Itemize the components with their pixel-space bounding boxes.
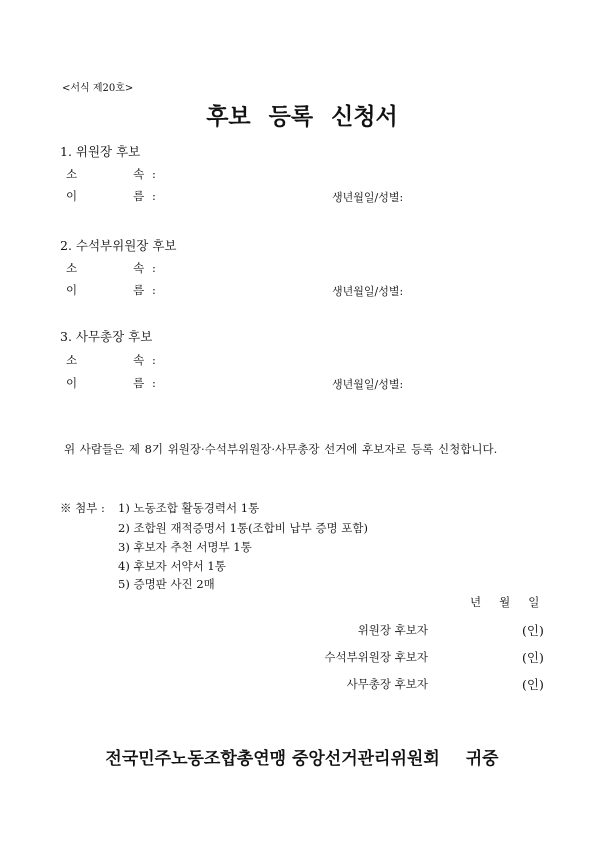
colon: : bbox=[152, 189, 156, 203]
affiliation-label: 소 속 bbox=[66, 261, 145, 275]
recipient-line bbox=[0, 744, 604, 769]
attachment-item: 1) 노동조합 활동경력서 1통 bbox=[118, 501, 260, 515]
attachment-item: 5) 증명판 사진 2매 bbox=[118, 577, 215, 591]
section-1-affiliation-row bbox=[66, 166, 156, 182]
affiliation-label: 소 속 bbox=[66, 353, 145, 367]
colon: : bbox=[152, 376, 156, 390]
section-3-heading: 3. 사무총장 후보 bbox=[60, 329, 153, 344]
attachment-item: 4) 후보자 서약서 1통 bbox=[118, 559, 226, 573]
name-label: 이 름 bbox=[66, 283, 145, 297]
section-2-dob-label: 생년월일/성별: bbox=[332, 285, 404, 298]
section-3-name-row bbox=[66, 375, 156, 391]
name-label: 이 름 bbox=[66, 376, 145, 390]
section-3-affiliation-row bbox=[66, 352, 156, 368]
seal-mark: (인) bbox=[522, 677, 544, 692]
colon: : bbox=[152, 261, 156, 275]
section-2-affiliation-row bbox=[66, 260, 156, 276]
date-month-label: 월 bbox=[499, 595, 511, 609]
document-title: 후보 등록 신청서 bbox=[206, 104, 398, 130]
colon: : bbox=[152, 167, 156, 181]
colon: : bbox=[152, 353, 156, 367]
candidate-label-vice-chair: 수석부위원장 후보자 bbox=[324, 650, 428, 664]
form-number: <서식 제20호> bbox=[62, 83, 134, 94]
section-1-dob-label: 생년월일/성별: bbox=[332, 191, 404, 204]
seal-mark: (인) bbox=[522, 650, 544, 665]
attachments-label: ※ 첨부 : bbox=[60, 501, 105, 515]
application-statement: 위 사람들은 제 8기 위원장·수석부위원장·사무총장 선거에 후보자로 등록 신청합니다. bbox=[64, 442, 498, 456]
name-label: 이 름 bbox=[66, 189, 145, 203]
seal-mark: (인) bbox=[522, 623, 544, 638]
candidate-label-secretary-general: 사무총장 후보자 bbox=[346, 677, 428, 691]
date-day-label: 일 bbox=[528, 595, 540, 609]
section-2-name-row bbox=[66, 282, 156, 298]
section-2-heading: 2. 수석부위원장 후보 bbox=[60, 238, 177, 253]
affiliation-label: 소 속 bbox=[66, 167, 145, 181]
candidate-label-chair: 위원장 후보자 bbox=[357, 623, 428, 637]
date-line bbox=[470, 594, 557, 610]
colon: : bbox=[152, 283, 156, 297]
recipient-organization: 전국민주노동조합총연맹 중앙선거관리위원회 bbox=[105, 749, 440, 769]
section-1-name-row bbox=[66, 188, 156, 204]
date-year-label: 년 bbox=[470, 595, 482, 609]
attachment-item: 3) 후보자 추천 서명부 1통 bbox=[118, 540, 252, 554]
section-3-dob-label: 생년월일/성별: bbox=[332, 378, 404, 391]
section-1-heading: 1. 위원장 후보 bbox=[60, 144, 141, 159]
attachment-item: 2) 조합원 재적증명서 1통(조합비 납부 증명 포함) bbox=[118, 521, 368, 535]
recipient-suffix: 귀중 bbox=[465, 749, 499, 769]
